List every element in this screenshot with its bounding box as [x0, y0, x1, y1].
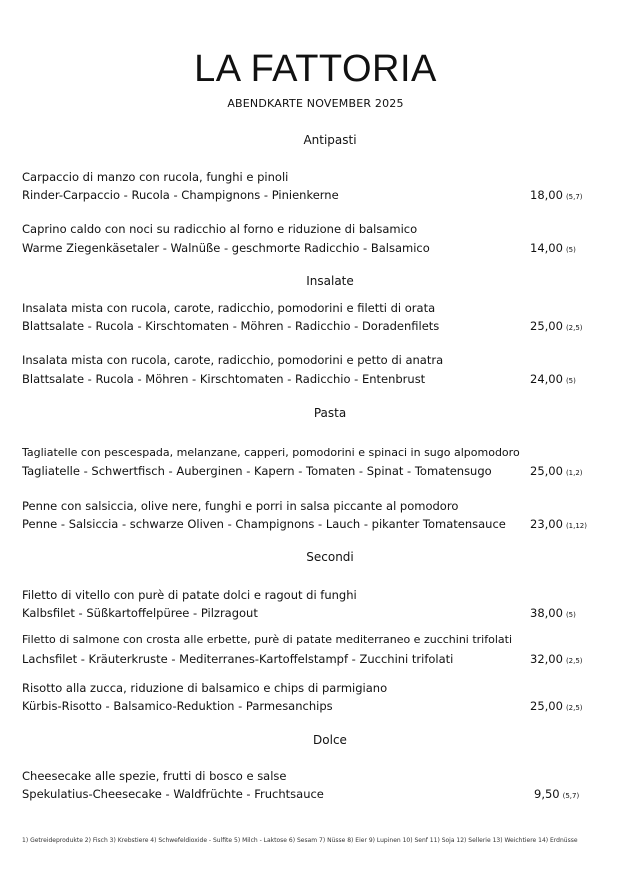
- item-italian: Filetto di vitello con purè di patate dolci e ragout di funghi: [22, 588, 357, 602]
- allergen-codes: (5): [565, 377, 576, 385]
- section-pasta: Pasta: [313, 406, 347, 420]
- item-italian: Filetto di salmone con crosta alle erbette, purè di patate mediterraneo e zucchini trifolati: [22, 633, 512, 646]
- price-value: 9,50: [534, 787, 560, 801]
- item-italian: Risotto alla zucca, riduzione di balsamico e chips di parmigiano: [22, 681, 388, 695]
- price-value: 25,00: [530, 699, 563, 713]
- price-value: 18,00: [530, 188, 563, 202]
- item-price: [530, 188, 583, 202]
- item-price: [530, 652, 583, 666]
- menu-subtitle: ABENDKARTE NOVEMBER 2025: [227, 97, 404, 110]
- price-value: 23,00: [530, 517, 563, 531]
- item-german: Warme Ziegenkäsetaler - Walnüße - geschmorte Radicchio - Balsamico: [22, 241, 430, 255]
- item-italian: Cheesecake alle spezie, frutti di bosco e salse: [22, 769, 287, 783]
- item-price: [530, 319, 583, 333]
- item-german: Tagliatelle - Schwertfisch - Auberginen - Kapern - Tomaten - Spinat - Tomatensugo: [22, 464, 492, 478]
- item-german: Lachsfilet - Kräuterkruste - Mediterranes-Kartoffelstampf - Zucchini trifolati: [22, 652, 454, 666]
- section-secondi: Secondi: [306, 550, 354, 564]
- item-price: [530, 241, 576, 255]
- section-insalate: Insalate: [306, 274, 354, 288]
- item-price: [534, 787, 579, 801]
- item-price: [530, 606, 576, 620]
- item-german: Spekulatius-Cheesecake - Waldfrüchte - Fruchtsauce: [22, 787, 324, 801]
- item-italian: Insalata mista con rucola, carote, radicchio, pomodorini e filetti di orata: [22, 301, 436, 315]
- item-price: [530, 517, 587, 531]
- item-german: Rinder-Carpaccio - Rucola - Champignons - Pinienkerne: [22, 188, 339, 202]
- price-value: 14,00: [530, 241, 563, 255]
- allergen-codes: (5,7): [565, 193, 583, 201]
- allergen-codes: (2,5): [565, 657, 583, 665]
- allergen-codes: (1,2): [565, 469, 583, 477]
- item-price: [530, 372, 576, 386]
- price-value: 32,00: [530, 652, 563, 666]
- item-german: Blattsalate - Rucola - Möhren - Kirschtomaten - Radicchio - Entenbrust: [22, 372, 426, 386]
- price-value: 25,00: [530, 464, 563, 478]
- item-italian: Penne con salsiccia, olive nere, funghi e porri in salsa piccante al pomodoro: [22, 499, 459, 513]
- item-italian: Tagliatelle con pescespada, melanzane, capperi, pomodorini e spinaci in sugo alpomodoro: [22, 446, 520, 459]
- price-value: 38,00: [530, 606, 563, 620]
- restaurant-title: LA FATTORIA: [194, 48, 437, 90]
- item-price: [530, 699, 583, 713]
- allergen-codes: (2,5): [565, 704, 583, 712]
- item-german: Blattsalate - Rucola - Kirschtomaten - Möhren - Radicchio - Doradenfilets: [22, 319, 440, 333]
- allergen-legend: 1) Getreideprodukte 2) Fisch 3) Krebstiere 4) Schwefeldioxide - Sulfite 5) Milch - Laktose 6) Sesam 7) Nüsse 8) Eier 9) Lupinen 10) Senf 11) Soja 12) Sellerie 13) Weichtiere 14) Erdnüsse: [22, 837, 578, 844]
- item-german: Kürbis-Risotto - Balsamico-Reduktion - Parmesanchips: [22, 699, 333, 713]
- item-italian: Insalata mista con rucola, carote, radicchio, pomodorini e petto di anatra: [22, 353, 444, 367]
- price-value: 25,00: [530, 319, 563, 333]
- item-italian: Caprino caldo con noci su radicchio al forno e riduzione di balsamico: [22, 222, 418, 236]
- allergen-codes: (5): [565, 611, 576, 619]
- item-german: Kalbsfilet - Süßkartoffelpüree - Pilzragout: [22, 606, 258, 620]
- item-german: Penne - Salsiccia - schwarze Oliven - Champignons - Lauch - pikanter Tomatensauce: [22, 517, 506, 531]
- section-antipasti: Antipasti: [303, 133, 357, 147]
- allergen-codes: (1,12): [565, 522, 587, 530]
- section-dolce: Dolce: [313, 733, 347, 747]
- allergen-codes: (5): [565, 246, 576, 254]
- allergen-codes: (5,7): [562, 792, 580, 800]
- allergen-codes: (2,5): [565, 324, 583, 332]
- item-price: [530, 464, 583, 478]
- price-value: 24,00: [530, 372, 563, 386]
- item-italian: Carpaccio di manzo con rucola, funghi e pinoli: [22, 170, 289, 184]
